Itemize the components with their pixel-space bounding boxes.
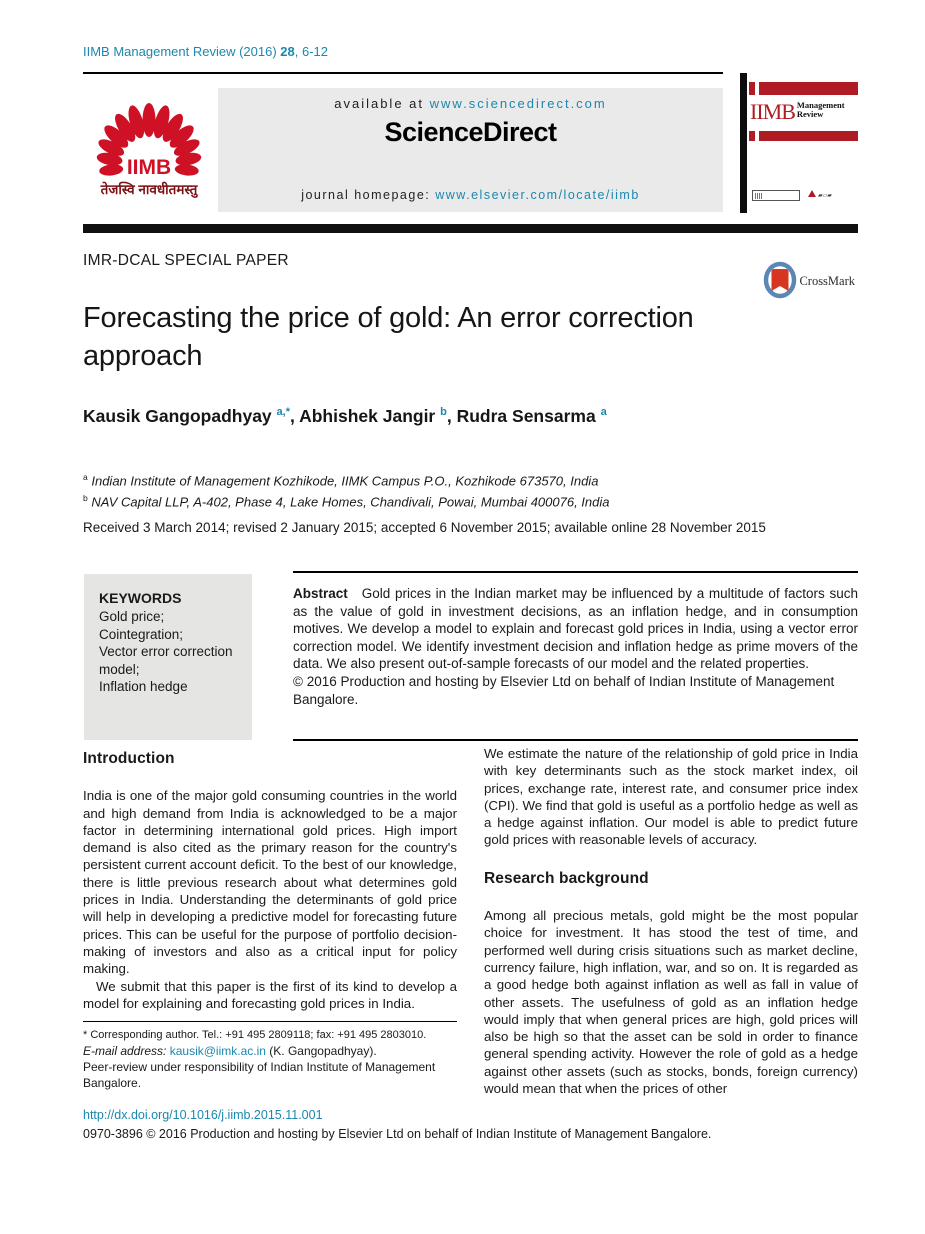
keyword-item: Gold price; [99,609,165,624]
cover-masthead: IIMB Management Review [750,99,845,124]
iimb-logo-graphic [85,86,213,180]
introduction-paragraph-2: We submit that this paper is the first of its kind to develop a model for explaining and forecasting gold prices in India. [83,978,457,1011]
research-background-paragraph: Among all precious metals, gold might be the most popular choice for investment. It has stood the test of time, and performed well during crisis situations such as market decline, currency failure, high inflation, war, and so on. It is regarded as a good hedge both against inflation as well as fall in value of other assets. The usefulness of gold as an inflation hedge would imply that when general prices are high, gold prices will also be high so that the asset can be sold in order to finance general spending activity. However the role of gold as a hedge against other assets (such as stocks, bonds, foreign currency) would mean that when the prices of other [484,908,858,1097]
cover-red-bar-bottom [749,131,858,141]
journal-cover-thumbnail [740,73,858,213]
article-history-line: Received 3 March 2014; revised 2 January 2015; accepted 6 November 2015; available online 28 November 2015 [83,520,766,535]
cover-publisher-logo: ▰▱▰ [808,190,848,201]
left-column [83,750,457,1091]
section-divider-bar [83,224,858,233]
cover-acronym: IIMB [750,99,795,124]
sciencedirect-url-link[interactable]: www.sciencedirect.com [429,96,607,111]
keyword-item: Vector error correction model; [99,644,233,677]
corresponding-author-note: * Corresponding author. Tel.: +91 495 2809118; fax: +91 495 2803010. [83,1029,427,1042]
citation-pages: , 6-12 [294,44,328,59]
available-at-line: available at www.sciencedirect.com [334,96,607,111]
paper-title: Forecasting the price of gold: An error correction approach [83,302,694,372]
affiliation-b: $^b$ NAV Capital LLP, A-402, Phase 4, Lake Homes, Chandivali, Powai, Mumbai 400076, India [83,492,610,510]
iimb-logo-acronym: IIMB [126,156,172,179]
author-1: Kausik Gangopadhyay [83,406,272,426]
keywords-title: KEYWORDS [99,590,182,606]
abstract-label: Abstract [293,586,348,601]
abstract-bottom-rule [293,739,858,741]
citation-volume: 28 [280,44,295,59]
citation-journal: IIMB Management Review (2016) [83,44,281,59]
doi-link[interactable]: http://dx.doi.org/10.1016/j.iimb.2015.11.001 [83,1108,323,1122]
crossmark-label: CrossMark [799,274,855,288]
keyword-item: Inflation hedge [99,679,188,694]
cover-red-bar-top [749,82,858,95]
journal-homepage-link[interactable]: www.elsevier.com/locate/iimb [435,188,640,202]
right-column [484,745,858,1097]
author-3: Rudra Sensarma [456,406,596,426]
research-background-heading: Research background [484,869,649,887]
iimb-logo [85,86,213,198]
author-1-affiliation-mark[interactable]: a,* [276,406,291,419]
cover-spine [740,73,747,213]
author-3-affiliation-mark[interactable]: a [600,406,607,419]
peer-review-note: Peer-review under responsibility of Indian Institute of Management Bangalore. [83,1059,436,1090]
author-2: Abhishek Jangir [299,406,436,426]
keyword-item: Cointegration; [99,626,184,642]
journal-citation-link[interactable] [83,44,328,59]
author-2-affiliation-mark[interactable]: b [440,406,447,419]
introduction-paragraph-1: India is one of the major gold consuming countries in the world and high demand from India is acknowledged to be a major factor in determining international gold prices. High import demand is also cited as the primary reason for the country's persistent current account deficit. To the best of our knowledge, there is little previous research about what determines gold prices in India. Understanding the determinants of gold price will help in developing a predictive model for forecasting future prices. This can be useful for the purpose of portfolio decision-making of investors and also as a critical input for policy making. [83,788,457,977]
affiliations [83,469,610,511]
iimb-motto: तेजस्वि नावधीतमस्तु [100,182,198,197]
abstract-text: Gold prices in the Indian market may be influenced by a multitude of factors such as the value of gold in investment decisions, as an inflation hedge, and in consumption motives. We develop a model to explain and forecast gold prices in India, using a vector error correction model. We identify investment decision and inflation hedge as prime movers of the data. We also present out-of-sample forecasts of our model and the related properties. [293,586,858,672]
keywords-box [84,574,252,740]
sciencedirect-logo: ScienceDirect [384,117,557,147]
crossmark-badge[interactable] [763,261,855,301]
abstract-copyright: © 2016 Production and hosting by Elsevier Ltd on behalf of Indian Institute of Management Bangalore. [293,673,835,707]
email-note: E-mail address: kausik@iimk.ac.in (K. Gangopadhyay). [83,1043,377,1058]
article-type-label: IMR-DCAL SPECIAL PAPER [83,252,289,269]
crossmark-icon [763,261,799,299]
header-divider [83,72,723,74]
intro-continued-paragraph: We estimate the nature of the relationship of gold price in India with key determinants such as the stock market index, oil prices, exchange rate, interest rate, and consumer price index (CPI). We find that gold is useful as a portfolio hedge as well as a hedge against inflation. Our model is able to predict future gold prices with reasonable levels of accuracy. [484,746,858,848]
footnotes [83,1021,457,1091]
issn-copyright-line: 0970-3896 © 2016 Production and hosting by Elsevier Ltd on behalf of Indian Institute of Management Bangalore. [83,1127,712,1141]
article-first-page [83,0,858,1234]
authors-line: Kausik Gangopadhyay $^{a,*}$, Abhishek Jangir $^b$, Rudra Sensarma $^a$ [83,406,607,426]
introduction-heading: Introduction [83,750,175,767]
sciencedirect-banner [218,88,723,212]
page-footer [83,1106,858,1144]
abstract [293,585,858,708]
journal-homepage-line: journal homepage: www.elsevier.com/locate/iimb [301,188,640,202]
author-email-link[interactable]: kausik@iimk.ac.in [169,1043,266,1058]
abstract-top-rule [293,571,858,573]
cover-barcode [752,190,800,201]
affiliation-a: $^a$ Indian Institute of Management Kozhikode, IIMK Campus P.O., Kozhikode 673570, India [83,472,599,489]
